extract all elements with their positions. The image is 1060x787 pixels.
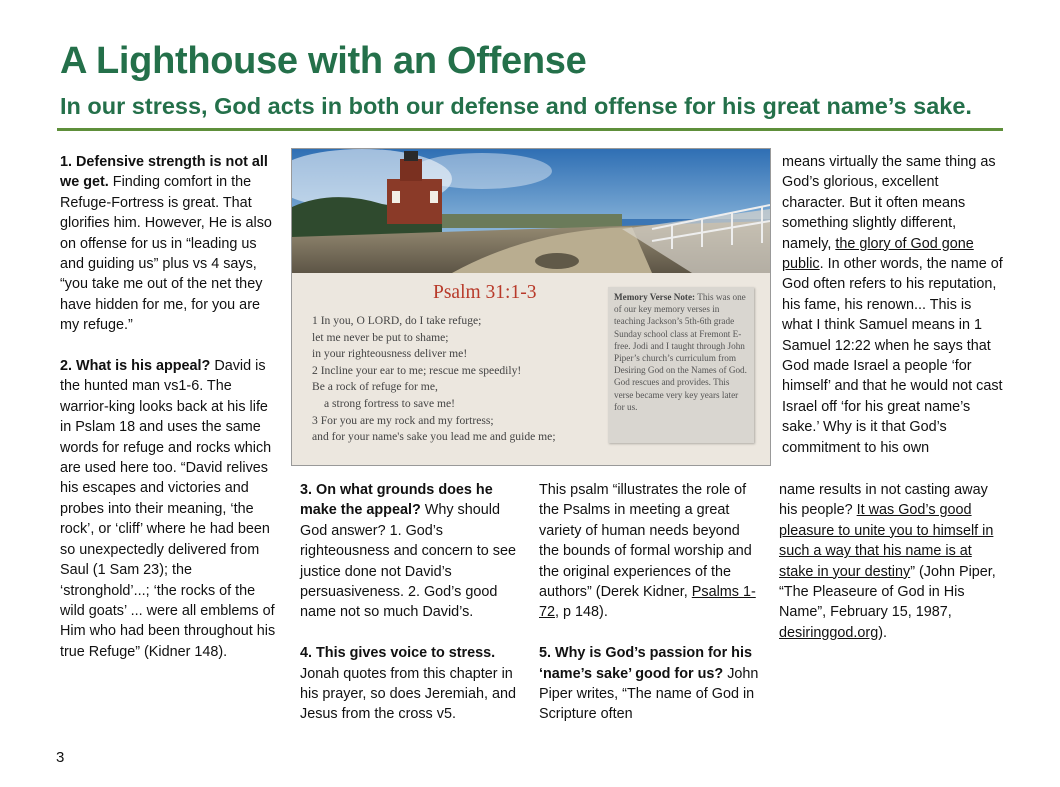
glory-gone-public-link[interactable]: the glory of God gone public: [782, 235, 974, 273]
psalm-line: 1 In you, O LORD, do I take refuge;: [312, 314, 482, 327]
point-2-body: David is the hunted man vs1-6. The warrior-king looks back at his life in Pslam 18 and uses the same words for refuge and rocks which are used here too. “David relives his escapes and victories and probes into their meaning, ‘the rock’, or ‘cliff’ where he had been so unexpectedly delivered from Saul (1 Sam 23); the ‘stronghold’...; ‘the rocks of the wild goats’ ... were all emblems of Him who had been throughout his true Refuge” (Kidner 148).: [60, 358, 276, 660]
psalm-line: let me never be put to shame;: [312, 330, 449, 344]
point-3: [300, 480, 522, 623]
piper-quote-part-1: [782, 152, 1004, 458]
psalm-line: Be a rock of refuge for me,: [312, 380, 438, 394]
point-1-heading: 1. Defensive strength is not all we get.: [60, 154, 268, 191]
piper-quote-text-2: . In other words, the name of God often refers to his reputation, his fame, his renown... This is what I think Samuel means in 1 Samuel 12:22 when he says that God made Israel a people ‘for himself’ and that he would not cast Israel off ‘for his great name’s sake.’ Why is it that God’s commitment to his own: [782, 256, 1003, 456]
piper-quote-text: means virtually the same thing as God’s glorious, excellent character. But it often means something slightly different, namely,: [782, 154, 996, 252]
point-4-heading: 4. This gives voice to stress.: [300, 645, 496, 662]
lighthouse-photo: [292, 149, 770, 273]
point-2: [60, 356, 282, 662]
memory-verse-note: [608, 287, 754, 443]
psalm-title: Psalm 31:1-3: [433, 282, 537, 303]
psalm-text: [312, 313, 556, 446]
page-number: 3: [56, 749, 65, 766]
column-right-top: [782, 152, 1004, 458]
piper-citation: ” (John Piper, “The Pleaseure of God in His Name”, February 15, 1987,: [779, 563, 996, 621]
psalm-line: 3 For you are my rock and my fortress;: [312, 413, 494, 427]
psalm-line: in your righteousness deliver me!: [312, 347, 468, 361]
point-1-body: Finding comfort in the Refuge-Fortress is great. That glorifies him. However, He is also on offense for us in “leading us and guiding us” plus vs 4 says, “you take me out of the net they have hidden for me, for you are my refuge.”: [60, 174, 272, 334]
psalm-line: and for your name's sake you lead me and guide me;: [312, 430, 556, 444]
column-2: [300, 480, 522, 725]
psalm-line: a strong fortress to save me!: [324, 396, 456, 410]
psalm-figure: [291, 148, 771, 466]
point-2-heading: 2. What is his appeal?: [60, 358, 211, 375]
kidner-quote-text: This psalm “illustrates the role of the Psalms in meeting a great variety of human needs beyond the bounds of formal worship and the original experiences of the authors” (Derek Kidner,: [539, 482, 752, 601]
point-4: [300, 643, 522, 725]
slide-subtitle: In our stress, God acts in both our defense and offense for his great name’s sake.: [60, 93, 972, 119]
point-3-body: Why should God answer? 1. God’s righteousness and concern to see justice done not David’s persuasiveness. 2. God’s good name not so much David’s.: [300, 502, 517, 621]
book-title-link[interactable]: Psalms 1-72: [539, 584, 756, 621]
piper-citation-end: ).: [878, 624, 887, 641]
piper-quote-text-3: name results in not casting away his people?: [779, 482, 988, 519]
point-4-body: Jonah quotes from this chapter in his prayer, so does Jeremiah, and Jesus from the cross v5.: [300, 665, 516, 723]
column-3: [539, 480, 761, 725]
point-5-heading: 5. Why is God’s passion for his ‘name’s sake’ good for us?: [539, 645, 752, 682]
slide-title: A Lighthouse with an Offense: [60, 40, 587, 82]
note-text: This was one of our key memory verses in teaching Jackson’s 5th-6th grade Sunday school class at Fremont E-free. Jodi and I taught through John Piper’s church’s curriculum from Desiring God on the Names of God. God rescues and provides. This verse became very key years later for us.: [614, 292, 747, 412]
note-label: Memory Verse Note:: [614, 292, 696, 302]
title-divider: [57, 128, 1003, 131]
desiringgod-link[interactable]: desiringgod.org: [779, 624, 879, 641]
point-1: [60, 152, 282, 336]
kidner-quote: [539, 480, 761, 623]
good-pleasure-link[interactable]: It was God’s good pleasure to unite you to himself in such a way that his name is at stake in your destiny: [779, 502, 994, 580]
point-5-body: John Piper writes, “The name of God in Scripture often: [539, 665, 759, 723]
piper-quote-part-2: [779, 480, 1007, 643]
column-1: [60, 152, 282, 662]
kidner-quote-end: , p 148).: [555, 604, 608, 621]
point-3-heading: 3. On what grounds does he make the appeal?: [300, 482, 493, 519]
point-5: [539, 643, 761, 725]
column-right-bottom: [779, 480, 1007, 643]
psalm-line: 2 Incline your ear to me; rescue me speedily!: [312, 363, 522, 377]
